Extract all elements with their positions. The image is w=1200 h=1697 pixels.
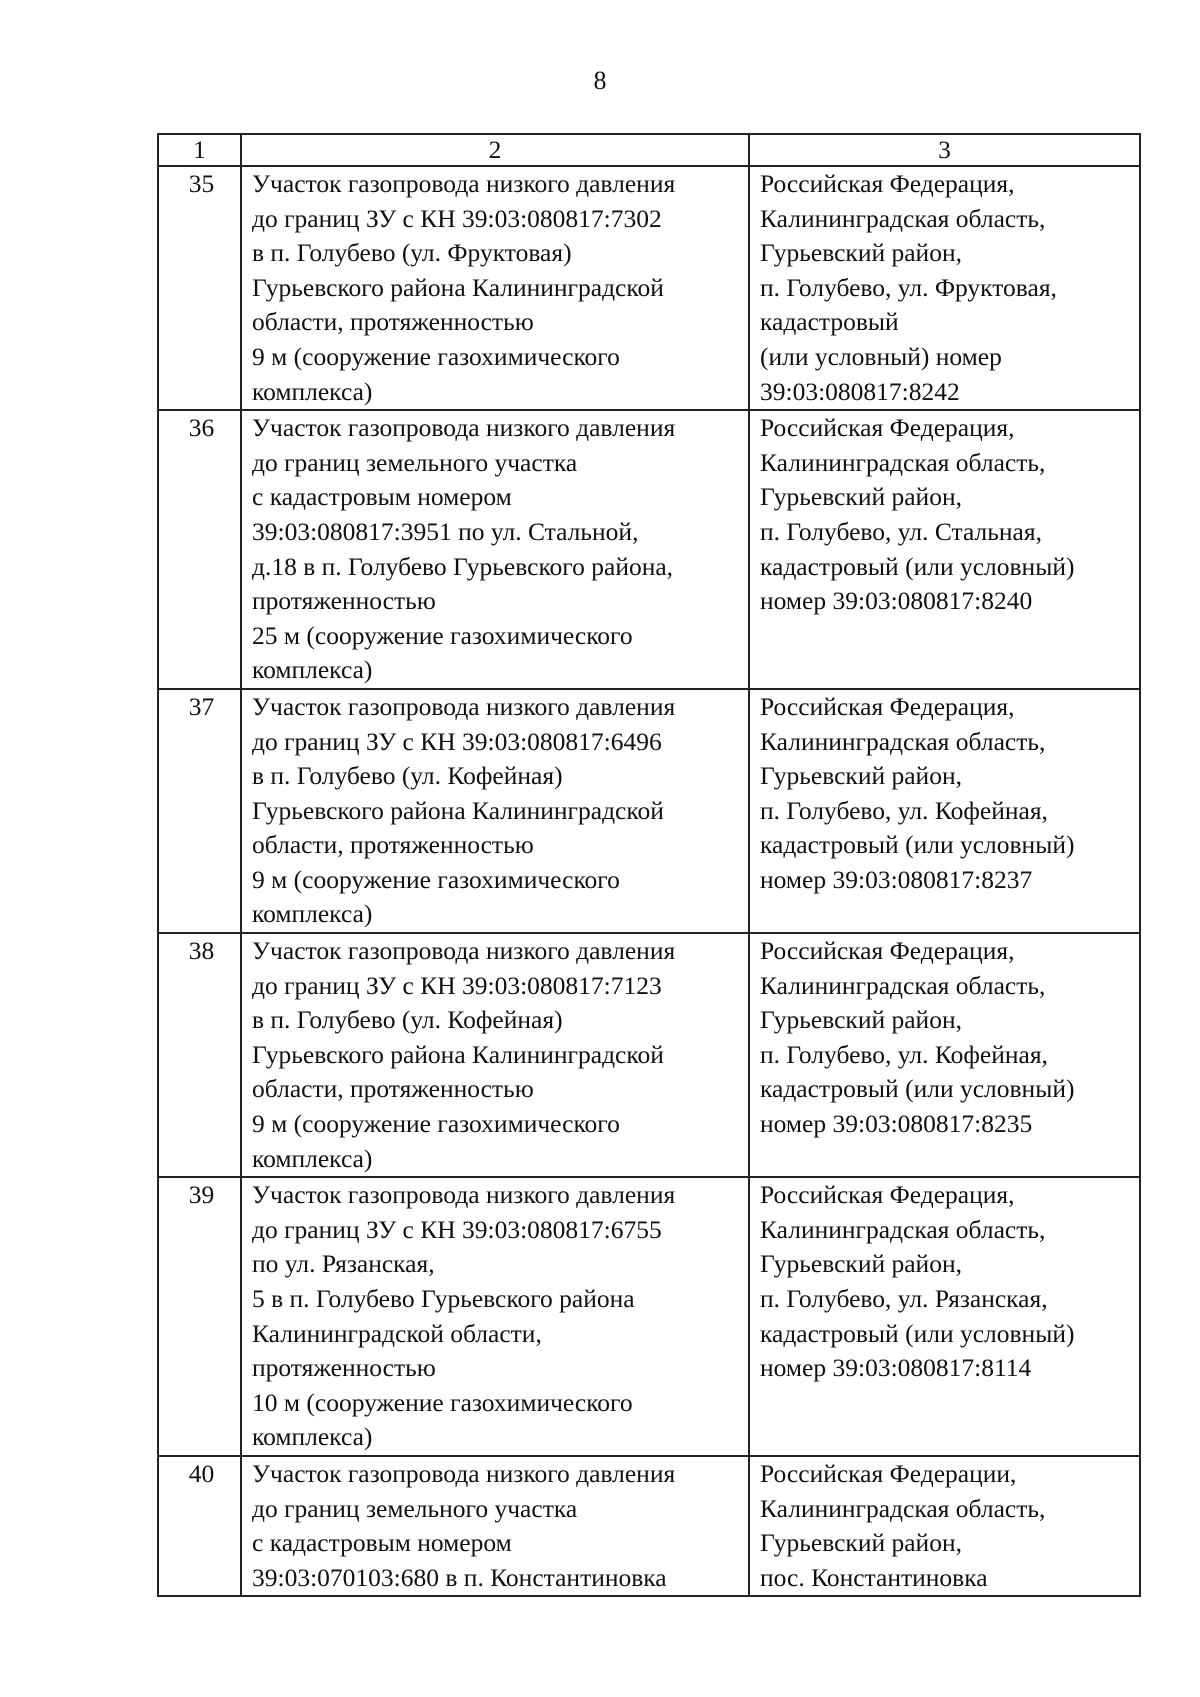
object-description-line: в п. Голубево (ул. Кофейная) bbox=[252, 1005, 563, 1035]
object-description-line: комплекса) bbox=[252, 655, 373, 685]
table-row bbox=[158, 410, 1140, 689]
address-line: пос. Константиновка bbox=[760, 1562, 988, 1592]
object-description-line: до границ ЗУ с КН 39:03:080817:6755 bbox=[252, 1214, 662, 1244]
address-line: номер 39:03:080817:8237 bbox=[760, 864, 1033, 894]
address-line: Гурьевский район, bbox=[760, 1528, 962, 1558]
object-description-line: Гурьевского района Калининградской bbox=[252, 795, 664, 825]
object-description-cell bbox=[241, 933, 749, 1177]
address-line: (или условный) номер bbox=[760, 341, 1002, 371]
address-line: Российская Федерация, bbox=[760, 413, 1015, 443]
object-description-cell bbox=[241, 410, 749, 689]
object-description-line: 39:03:080817:3951 по ул. Стальной, bbox=[252, 516, 639, 546]
address-line: п. Голубево, ул. Стальная, bbox=[760, 516, 1042, 546]
row-number-cell: 36 bbox=[158, 410, 241, 689]
table-row bbox=[158, 933, 1140, 1177]
address-cell bbox=[749, 933, 1140, 1177]
row-number-cell: 40 bbox=[158, 1456, 241, 1596]
address-cell bbox=[749, 166, 1140, 410]
object-description-line: 9 м (сооружение газохимического bbox=[252, 1109, 620, 1139]
address-line: Калининградская область, bbox=[760, 203, 1046, 233]
address-line: Калининградская область, bbox=[760, 970, 1046, 1000]
table-row bbox=[158, 166, 1140, 410]
object-description-line: в п. Голубево (ул. Фруктовая) bbox=[252, 238, 572, 268]
address-line: Гурьевский район, bbox=[760, 238, 962, 268]
object-description-line: до границ земельного участка bbox=[252, 447, 578, 477]
object-description-line: Участок газопровода низкого давления bbox=[252, 936, 676, 966]
object-description-line: области, протяженностью bbox=[252, 830, 534, 860]
table-body bbox=[158, 166, 1140, 1596]
address-line: номер 39:03:080817:8114 bbox=[760, 1353, 1032, 1383]
address-line: Российская Федерация, bbox=[760, 691, 1015, 721]
object-description-line: 5 в п. Голубево Гурьевского района bbox=[252, 1284, 635, 1313]
object-description-cell bbox=[241, 689, 749, 933]
address-line: кадастровый (или условный) bbox=[760, 830, 1075, 860]
address-line: 39:03:080817:8242 bbox=[760, 376, 960, 406]
object-description-cell bbox=[241, 166, 749, 410]
object-description-line: Гурьевского района Калининградской bbox=[252, 272, 664, 302]
row-number-cell: 35 bbox=[158, 166, 241, 410]
row-number-cell: 38 bbox=[158, 933, 241, 1177]
address-line: п. Голубево, ул. Рязанская, bbox=[760, 1284, 1048, 1313]
address-line: Гурьевский район, bbox=[760, 482, 962, 512]
object-description-line: 39:03:070103:680 в п. Константиновка bbox=[252, 1562, 667, 1592]
address-line: п. Голубево, ул. Кофейная, bbox=[760, 1039, 1048, 1069]
object-description-line: с кадастровым номером bbox=[252, 1528, 512, 1558]
address-line: кадастровый (или условный) bbox=[760, 551, 1075, 581]
object-description-line: до границ ЗУ с КН 39:03:080817:7123 bbox=[252, 970, 662, 1000]
object-description-line: Участок газопровода низкого давления bbox=[252, 413, 676, 443]
registry-table bbox=[157, 133, 1141, 1597]
object-description-line: по ул. Рязанская, bbox=[252, 1249, 435, 1279]
object-description-line: д.18 в п. Голубево Гурьевского района, bbox=[252, 551, 674, 581]
address-line: Калининградская область, bbox=[760, 1493, 1046, 1523]
address-line: Гурьевский район, bbox=[760, 1249, 962, 1279]
object-description-cell bbox=[241, 1456, 749, 1596]
object-description-line: Участок газопровода низкого давления bbox=[252, 1458, 676, 1488]
table-row bbox=[158, 689, 1140, 933]
address-cell bbox=[749, 1177, 1140, 1456]
address-cell bbox=[749, 689, 1140, 933]
object-description-line: 9 м (сооружение газохимического bbox=[252, 341, 620, 371]
address-cell bbox=[749, 1456, 1140, 1596]
row-number-cell: 37 bbox=[158, 689, 241, 933]
address-line: Российская Федерация, bbox=[760, 1180, 1015, 1210]
object-description-line: Участок газопровода низкого давления bbox=[252, 691, 676, 721]
object-description-line: с кадастровым номером bbox=[252, 482, 512, 512]
column-header: 3 bbox=[749, 134, 1140, 166]
column-header: 1 bbox=[158, 134, 241, 166]
address-line: Гурьевский район, bbox=[760, 761, 962, 791]
object-description-line: области, протяженностью bbox=[252, 1074, 534, 1104]
object-description-line: до границ земельного участка bbox=[252, 1493, 578, 1523]
address-line: п. Голубево, ул. Фруктовая, bbox=[760, 272, 1057, 302]
address-line: Калининградская область, bbox=[760, 726, 1046, 756]
page-number: 8 bbox=[593, 66, 607, 95]
address-line: кадастровый (или условный) bbox=[760, 1074, 1075, 1104]
address-line: кадастровый (или условный) bbox=[760, 1318, 1075, 1348]
address-line: Российская Федерация, bbox=[760, 936, 1015, 966]
address-line: Гурьевский район, bbox=[760, 1005, 962, 1035]
object-description-line: до границ ЗУ с КН 39:03:080817:7302 bbox=[252, 203, 662, 233]
address-line: Калининградская область, bbox=[760, 1214, 1046, 1244]
object-description-line: 9 м (сооружение газохимического bbox=[252, 864, 620, 894]
object-description-line: до границ ЗУ с КН 39:03:080817:6496 bbox=[252, 726, 662, 756]
table-row bbox=[158, 1456, 1140, 1596]
address-line: Российская Федерация, bbox=[760, 169, 1015, 198]
object-description-line: комплекса) bbox=[252, 376, 373, 406]
table-header-row bbox=[158, 134, 1140, 166]
address-line: кадастровый bbox=[760, 307, 899, 337]
address-line: Российская Федерации, bbox=[760, 1458, 1017, 1488]
object-description-line: протяженностью bbox=[252, 1353, 436, 1383]
object-description-line: области, протяженностью bbox=[252, 307, 534, 337]
object-description-line: Гурьевского района Калининградской bbox=[252, 1039, 664, 1069]
object-description-line: комплекса) bbox=[252, 899, 373, 929]
object-description-line: 25 м (сооружение газохимического bbox=[252, 620, 633, 650]
address-line: п. Голубево, ул. Кофейная, bbox=[760, 795, 1048, 825]
object-description-line: комплекса) bbox=[252, 1422, 373, 1452]
table-row bbox=[158, 1177, 1140, 1456]
object-description-line: Участок газопровода низкого давления bbox=[252, 1180, 676, 1210]
object-description-line: 10 м (сооружение газохимического bbox=[252, 1387, 633, 1417]
address-cell bbox=[749, 410, 1140, 689]
row-number-cell: 39 bbox=[158, 1177, 241, 1456]
object-description-line: комплекса) bbox=[252, 1143, 373, 1173]
column-header: 2 bbox=[241, 134, 749, 166]
object-description-line: Калининградской области, bbox=[252, 1318, 542, 1348]
object-description-line: Участок газопровода низкого давления bbox=[252, 169, 676, 198]
object-description-line: в п. Голубево (ул. Кофейная) bbox=[252, 761, 563, 791]
address-line: Калининградская область, bbox=[760, 447, 1046, 477]
address-line: номер 39:03:080817:8240 bbox=[760, 586, 1033, 616]
address-line: номер 39:03:080817:8235 bbox=[760, 1109, 1033, 1139]
object-description-cell bbox=[241, 1177, 749, 1456]
object-description-line: протяженностью bbox=[252, 586, 436, 616]
